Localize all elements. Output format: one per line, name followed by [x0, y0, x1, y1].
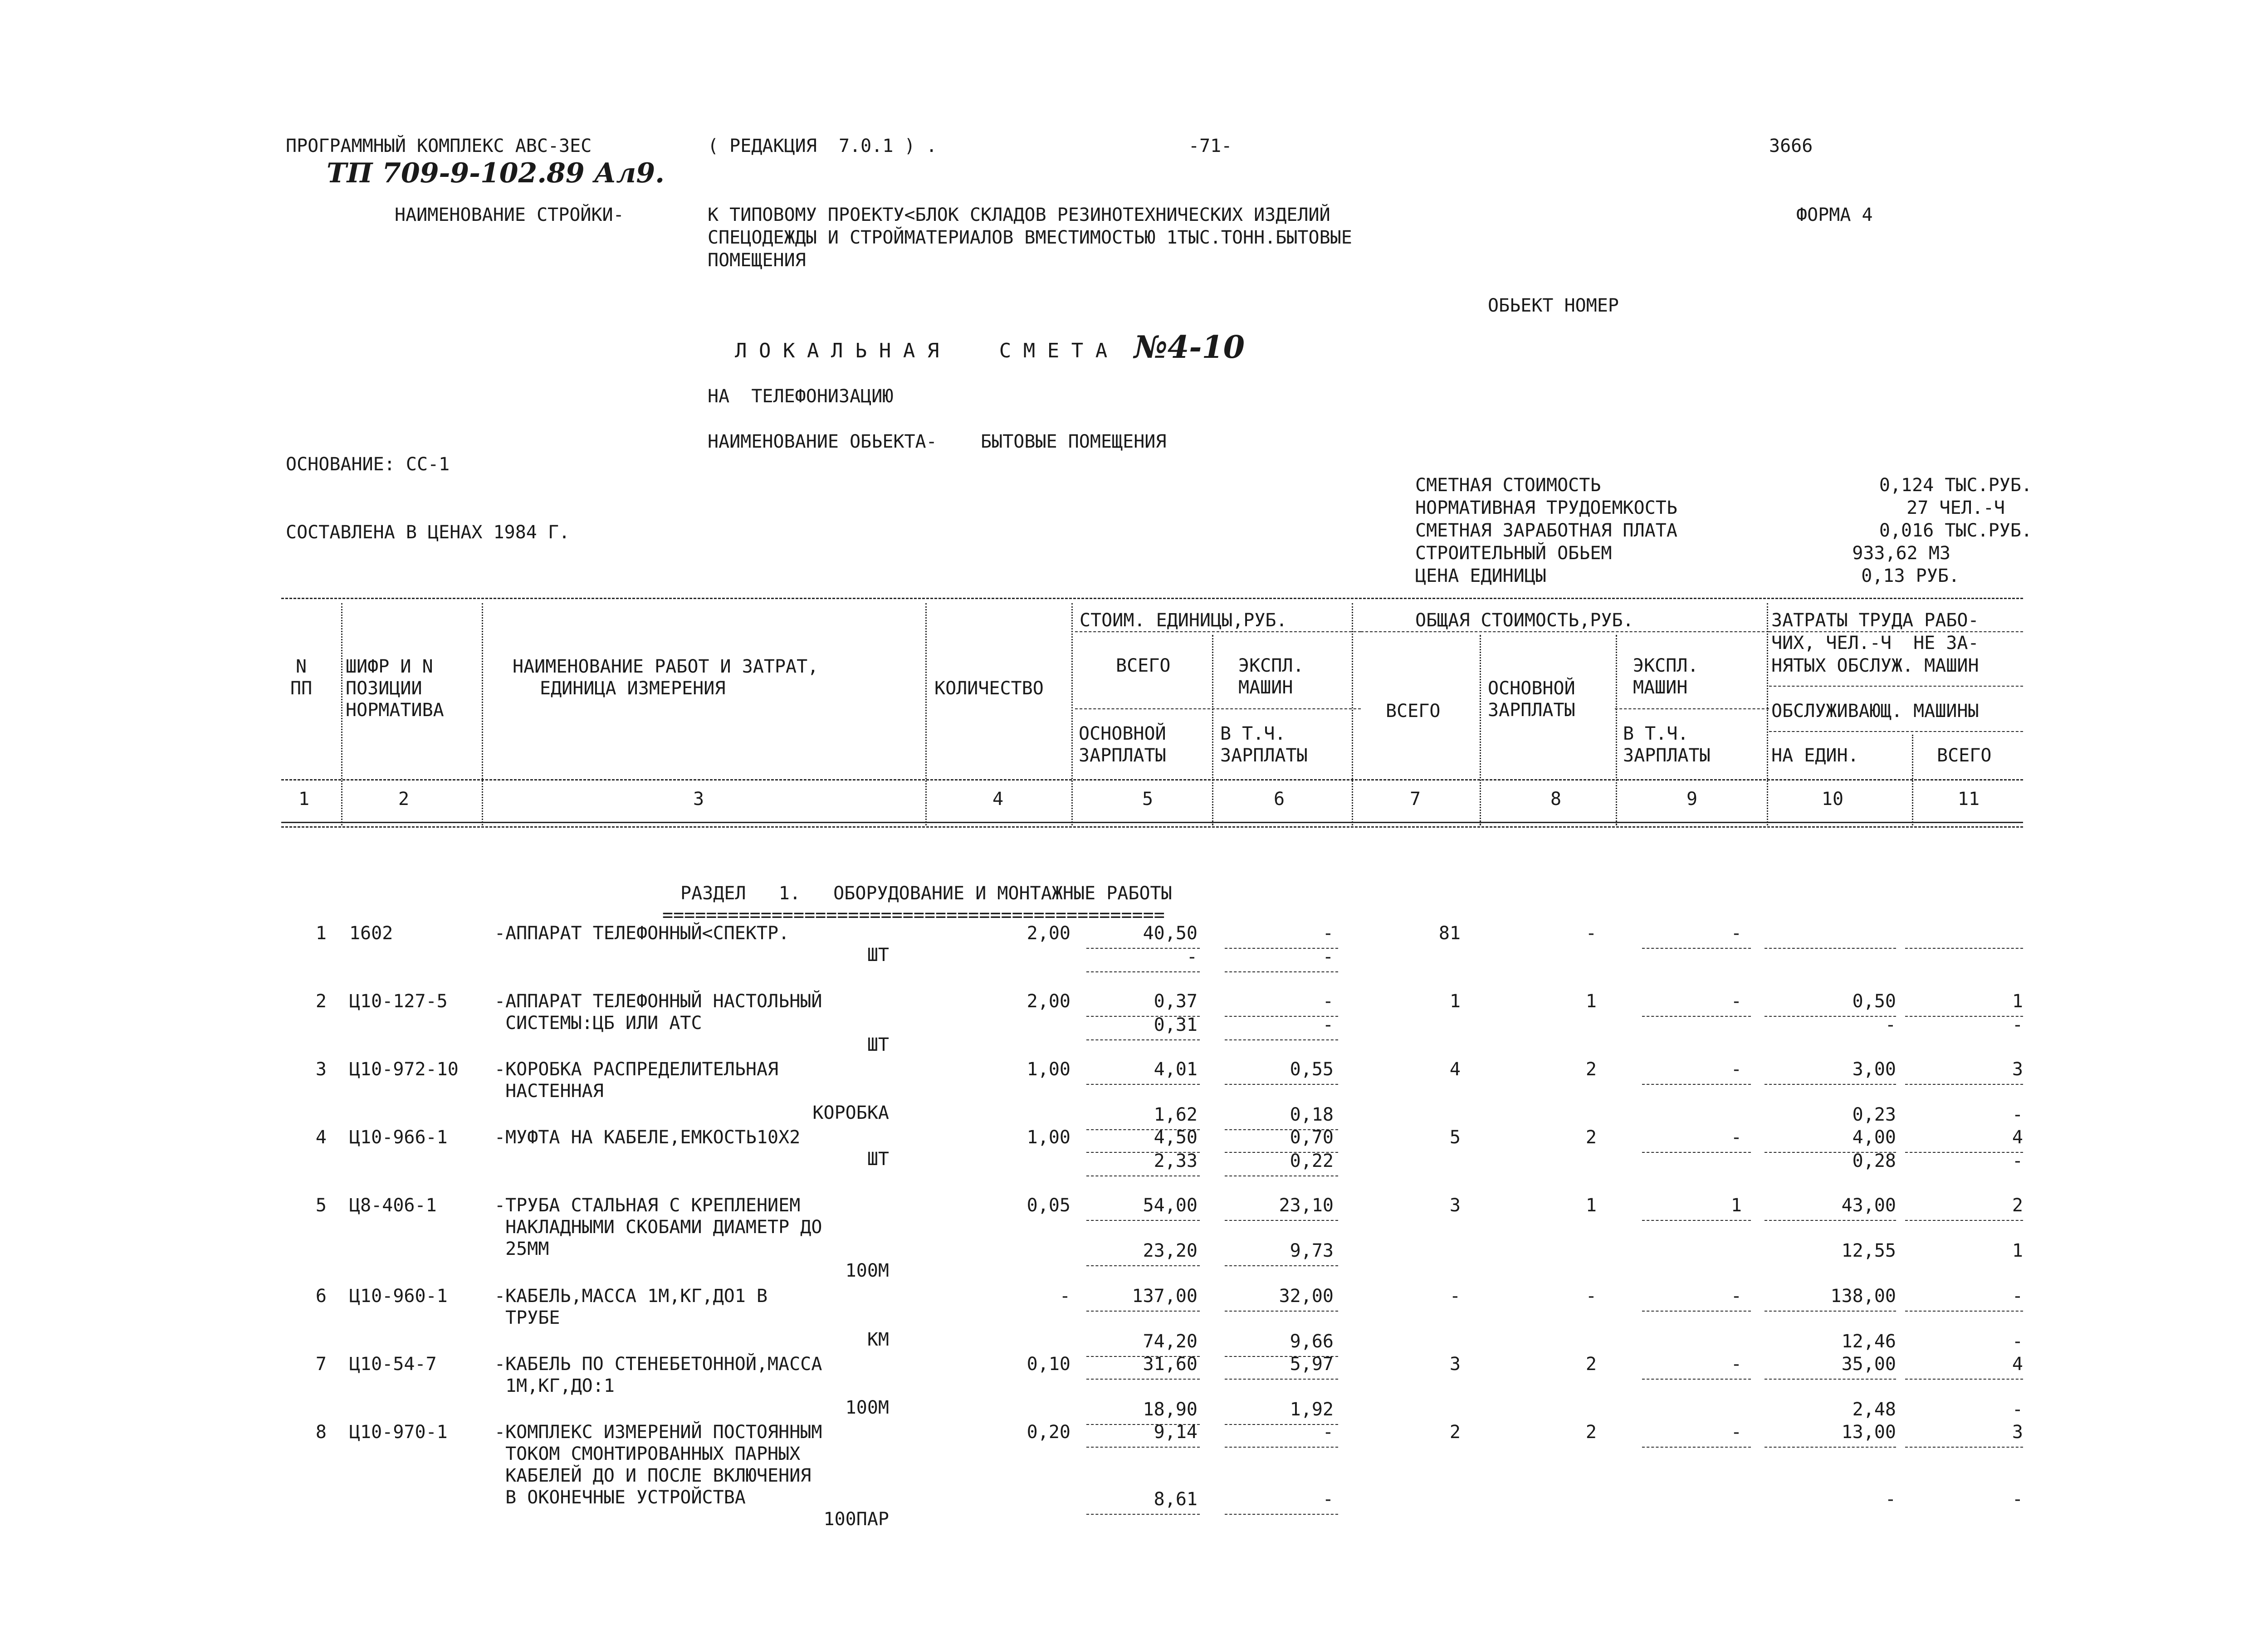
- hdr-total-cost: ОБЩАЯ СТОИМОСТЬ,РУБ.: [1415, 610, 1634, 631]
- machine-mid-rule: [1615, 708, 1769, 709]
- row-total-machine: -: [1730, 991, 1742, 1012]
- row-machine-labor-total: -: [2012, 1489, 2023, 1510]
- row-labor-unit: 4,00: [1852, 1127, 1896, 1148]
- row-total-all: -: [1449, 1286, 1461, 1307]
- row-name-line: -КАБЕЛЬ ПО СТЕНЕБЕТОННОЙ,МАССА: [494, 1354, 822, 1375]
- row-quantity: 1,00: [1026, 1059, 1070, 1080]
- colnum-8: 8: [1550, 789, 1562, 810]
- row-sep-line: [1225, 1220, 1338, 1221]
- row-name-line: -МУФТА НА КАБЕЛЕ,ЕМКОСТЬ10Х2: [494, 1127, 801, 1148]
- row-labor-unit: 138,00: [1830, 1286, 1896, 1307]
- row-total-all: 2: [1449, 1422, 1461, 1443]
- summary-value-5: 0,13 РУБ.: [1861, 566, 1960, 586]
- row-quantity: 0,10: [1026, 1354, 1070, 1375]
- row-unit-wage: 74,20: [1143, 1331, 1198, 1352]
- estimate-title: Л О К А Л Ь Н А Я С М Е Т А: [735, 339, 1108, 362]
- row-sep-line: [1225, 1265, 1338, 1266]
- section-title: РАЗДЕЛ 1. ОБОРУДОВАНИЕ И МОНТАЖНЫЕ РАБОТЫ: [680, 883, 1172, 904]
- row-sep-line: [1642, 1016, 1751, 1017]
- row-unit-machine: 0,55: [1290, 1059, 1334, 1080]
- row-code: 1602: [349, 923, 393, 944]
- row-sep-line: [1086, 1265, 1200, 1266]
- row-unit-machine-wage: -: [1322, 1015, 1334, 1035]
- row-code: Ц10-127-5: [349, 991, 448, 1012]
- row-number: 5: [315, 1195, 327, 1216]
- row-sep-line: [1765, 1220, 1896, 1221]
- row-sep-line: [1765, 1084, 1896, 1085]
- construction-label: НАИМЕНОВАНИЕ СТРОЙКИ-: [395, 205, 624, 225]
- row-unit-machine: -: [1322, 991, 1334, 1012]
- row-sep-line: [1642, 1084, 1751, 1085]
- row-total-machine: -: [1730, 1354, 1742, 1375]
- col-sep-9: [1767, 603, 1768, 825]
- row-code: Ц10-966-1: [349, 1127, 448, 1148]
- row-sep-line: [1225, 1084, 1338, 1085]
- row-name-line: -КОРОБКА РАСПРЕДЕЛИТЕЛЬНАЯ: [494, 1059, 779, 1080]
- hdr-labor-total: ВСЕГО: [1937, 745, 1992, 766]
- row-sep-line: [1086, 1311, 1200, 1312]
- row-name-line: 1М,КГ,ДО:1: [494, 1375, 615, 1396]
- row-labor-unit: 13,00: [1841, 1422, 1896, 1443]
- row-sep-line: [1905, 948, 2023, 949]
- row-sep-line: [1642, 1447, 1751, 1448]
- hdr-labor-2: ЧИХ, ЧЕЛ.-Ч НЕ ЗА-: [1771, 633, 1979, 654]
- colnum-6: 6: [1273, 789, 1285, 810]
- row-unit-wage: 23,20: [1143, 1240, 1198, 1261]
- row-name-line: СИСТЕМЫ:ЦБ ИЛИ АТС: [494, 1013, 702, 1034]
- section-underline: ==============================================: [662, 905, 1165, 926]
- row-unit-machine-wage: -: [1322, 1489, 1334, 1510]
- row-total-wage: -: [1585, 1286, 1597, 1307]
- row-quantity: 2,00: [1026, 923, 1070, 944]
- row-unit-total: 0,37: [1154, 991, 1198, 1012]
- row-sep-line: [1086, 1447, 1200, 1448]
- col-sep-7: [1480, 635, 1481, 825]
- summary-label-3: СМЕТНАЯ ЗАРАБОТНАЯ ПЛАТА: [1415, 520, 1677, 541]
- row-number: 3: [315, 1059, 327, 1080]
- labor-rule: [1769, 631, 2023, 632]
- col-sep-8: [1616, 635, 1617, 825]
- hdr-total-wage-2: ЗАРПЛАТЫ: [1488, 700, 1575, 721]
- construction-line-3: ПОМЕЩЕНИЯ: [708, 250, 806, 271]
- hdr-unit-total: ВСЕГО: [1116, 655, 1171, 676]
- hdr-unit-mach-1: ЭКСПЛ.: [1238, 655, 1304, 676]
- row-sep-line: [1765, 1311, 1896, 1312]
- row-sep-line: [1905, 1379, 2023, 1380]
- row-name-line: -КАБЕЛЬ,МАССА 1М,КГ,ДО1 В: [494, 1286, 768, 1307]
- hdr-total-mach-2: МАШИН: [1633, 677, 1688, 698]
- row-unit-total: 4,01: [1154, 1059, 1198, 1080]
- row-sep-line: [1086, 1084, 1200, 1085]
- row-name-line: -АППАРАТ ТЕЛЕФОННЫЙ НАСТОЛЬНЫЙ: [494, 991, 822, 1012]
- row-unit: 100ПАР: [823, 1509, 889, 1530]
- summary-value-3: 0,016 ТЫС.РУБ.: [1879, 520, 2032, 541]
- row-total-wage: 1: [1585, 1195, 1597, 1216]
- col-sep-5: [1212, 635, 1213, 825]
- row-machine-labor-unit: 12,46: [1841, 1331, 1896, 1352]
- hdr-code-1: ШИФР И N: [346, 656, 433, 677]
- hdr-labor-3: НЯТЫХ ОБСЛУЖ. МАШИН: [1771, 655, 1979, 676]
- row-total-wage: 1: [1585, 991, 1597, 1012]
- row-unit-machine-wage: -: [1322, 946, 1334, 967]
- hdr-unit-wage-2: ЗАРПЛАТЫ: [1079, 745, 1166, 766]
- row-sep-line: [1642, 1379, 1751, 1380]
- hdr-total-all: ВСЕГО: [1386, 701, 1441, 722]
- row-sep-line: [1225, 1311, 1338, 1312]
- row-sep-line: [1225, 1514, 1338, 1515]
- row-machine-labor-total: -: [2012, 1015, 2023, 1035]
- row-total-all: 5: [1449, 1127, 1461, 1148]
- row-code: Ц10-970-1: [349, 1422, 448, 1443]
- row-labor-total: 2: [2012, 1195, 2023, 1216]
- row-machine-labor-unit: 0,28: [1852, 1151, 1896, 1171]
- row-labor-total: -: [2012, 1286, 2023, 1307]
- form-label: ФОРМА 4: [1796, 205, 1873, 225]
- row-sep-line: [1905, 1084, 2023, 1085]
- row-sep-line: [1905, 1220, 2023, 1221]
- row-number: 7: [315, 1354, 327, 1375]
- construction-line-1: К ТИПОВОМУ ПРОЕКТУ<БЛОК СКЛАДОВ РЕЗИНОТЕХНИЧЕСКИХ ИЗДЕЛИЙ: [708, 205, 1330, 225]
- colnum-4: 4: [992, 789, 1004, 810]
- row-sep-line: [1905, 1311, 2023, 1312]
- row-number: 6: [315, 1286, 327, 1307]
- row-unit-machine: 5,97: [1290, 1354, 1334, 1375]
- row-total-all: 81: [1438, 923, 1461, 944]
- row-unit: КМ: [867, 1329, 889, 1350]
- row-unit: ШТ: [867, 1034, 889, 1055]
- row-number: 2: [315, 991, 327, 1012]
- table-header-bottom-rule-2: [281, 826, 2023, 828]
- summary-value-2: 27 ЧЕЛ.-Ч: [1906, 498, 2005, 518]
- hdr-total-mwage-2: ЗАРПЛАТЫ: [1623, 745, 1711, 766]
- colnum-5: 5: [1142, 789, 1154, 810]
- colnum-3: 3: [693, 789, 704, 810]
- row-name-line: -ТРУБА СТАЛЬНАЯ С КРЕПЛЕНИЕМ: [494, 1195, 801, 1216]
- row-unit-wage: 0,31: [1154, 1015, 1198, 1035]
- row-machine-labor-unit: 0,23: [1852, 1104, 1896, 1125]
- row-machine-labor-unit: 2,48: [1852, 1399, 1896, 1420]
- hdr-unit-mwage-2: ЗАРПЛАТЫ: [1220, 745, 1308, 766]
- col-sep-6: [1352, 603, 1353, 825]
- row-sep-line: [1905, 1447, 2023, 1448]
- row-name-line: 25ММ: [494, 1239, 549, 1259]
- row-number: 4: [315, 1127, 327, 1148]
- row-unit-total: 4,50: [1154, 1127, 1198, 1148]
- hdr-name-2: ЕДИНИЦА ИЗМЕРЕНИЯ: [540, 678, 726, 699]
- row-name-line: КАБЕЛЕЙ ДО И ПОСЛЕ ВКЛЮЧЕНИЯ: [494, 1465, 811, 1486]
- row-unit-machine-wage: 9,66: [1290, 1331, 1334, 1352]
- row-number: 1: [315, 923, 327, 944]
- hdr-name-1: НАИМЕНОВАНИЕ РАБОТ И ЗАТРАТ,: [513, 656, 819, 677]
- row-unit-machine-wage: 0,18: [1290, 1104, 1334, 1125]
- colnum-7: 7: [1409, 789, 1421, 810]
- row-unit-wage: 1,62: [1154, 1104, 1198, 1125]
- hdr-quantity: КОЛИЧЕСТВО: [934, 678, 1044, 699]
- row-labor-total: 4: [2012, 1354, 2023, 1375]
- hdr-total-wage-1: ОСНОВНОЙ: [1488, 678, 1575, 699]
- row-total-machine: -: [1730, 923, 1742, 944]
- row-labor-total: 4: [2012, 1127, 2023, 1148]
- col-sep-10: [1912, 735, 1913, 825]
- row-machine-labor-total: -: [2012, 1104, 2023, 1125]
- row-total-all: 1: [1449, 991, 1461, 1012]
- row-code: Ц10-972-10: [349, 1059, 459, 1080]
- row-machine-labor-unit: -: [1885, 1489, 1896, 1510]
- row-code: Ц8-406-1: [349, 1195, 437, 1216]
- row-total-machine: -: [1730, 1286, 1742, 1307]
- basis: ОСНОВАНИЕ: СС-1: [286, 454, 450, 475]
- row-quantity: 0,20: [1026, 1422, 1070, 1443]
- row-labor-unit: 35,00: [1841, 1354, 1896, 1375]
- col-sep-3: [925, 603, 927, 825]
- row-quantity: 2,00: [1026, 991, 1070, 1012]
- row-total-wage: 2: [1585, 1059, 1597, 1080]
- summary-value-4: 933,62 М3: [1852, 543, 1950, 564]
- hdr-n-1: N: [296, 656, 307, 677]
- estimate-number: №4-10: [1134, 329, 1245, 366]
- row-unit-wage: 18,90: [1143, 1399, 1198, 1420]
- price-level: СОСТАВЛЕНА В ЦЕНАХ 1984 Г.: [286, 522, 570, 543]
- hdr-code-3: НОРМАТИВА: [346, 700, 444, 721]
- edition: ( РЕДАКЦИЯ 7.0.1 ) .: [708, 136, 937, 156]
- row-total-all: 4: [1449, 1059, 1461, 1080]
- row-unit: 100М: [845, 1397, 889, 1418]
- row-name-line: В ОКОНЕЧНЫЕ УСТРОЙСТВА: [494, 1487, 746, 1508]
- row-unit-machine: 23,10: [1279, 1195, 1334, 1216]
- hdr-labor-1: ЗАТРАТЫ ТРУДА РАБО-: [1771, 610, 1979, 631]
- row-unit: ШТ: [867, 1149, 889, 1170]
- row-unit-total: 31,60: [1143, 1354, 1198, 1375]
- row-total-machine: -: [1730, 1127, 1742, 1148]
- hdr-total-mwage-1: В Т.Ч.: [1623, 723, 1689, 744]
- row-unit: ШТ: [867, 945, 889, 966]
- hdr-unit-mwage-1: В Т.Ч.: [1220, 723, 1286, 744]
- row-sep-line: [1225, 1039, 1338, 1040]
- row-labor-unit: 3,00: [1852, 1059, 1896, 1080]
- row-name-line: НАКЛАДНЫМИ СКОБАМИ ДИАМЕТР ДО: [494, 1217, 822, 1238]
- row-quantity: -: [1059, 1286, 1070, 1307]
- summary-label-4: СТРОИТЕЛЬНЫЙ ОБЬЕМ: [1415, 543, 1612, 564]
- row-sep-line: [1225, 1379, 1338, 1380]
- summary-label-2: НОРМАТИВНАЯ ТРУДОЕМКОСТЬ: [1415, 498, 1677, 518]
- row-labor-unit: 43,00: [1841, 1195, 1896, 1216]
- row-unit-machine-wage: 0,22: [1290, 1151, 1334, 1171]
- table-header-bottom-rule: [281, 822, 2023, 823]
- row-sep-line: [1086, 1379, 1200, 1380]
- row-sep-line: [1765, 1379, 1896, 1380]
- row-name-line: ТОКОМ СМОНТИРОВАННЫХ ПАРНЫХ: [494, 1444, 801, 1464]
- row-sep-line: [1086, 1220, 1200, 1221]
- row-unit-machine-wage: 1,92: [1290, 1399, 1334, 1420]
- row-sep-line: [1765, 1447, 1896, 1448]
- object-name: НАИМЕНОВАНИЕ ОБЬЕКТА- БЫТОВЫЕ ПОМЕЩЕНИЯ: [708, 431, 1167, 452]
- row-code: Ц10-54-7: [349, 1354, 437, 1375]
- colnum-2: 2: [398, 789, 410, 810]
- total-cost-rule: [1361, 631, 1769, 632]
- row-machine-labor-unit: -: [1885, 1015, 1896, 1035]
- row-machine-labor-total: -: [2012, 1331, 2023, 1352]
- document-code: 3666: [1769, 136, 1813, 156]
- hdr-labor-unit: НА ЕДИН.: [1771, 745, 1859, 766]
- row-name-line: -КОМПЛЕКС ИЗМЕРЕНИЙ ПОСТОЯННЫМ: [494, 1422, 822, 1443]
- row-quantity: 1,00: [1026, 1127, 1070, 1148]
- hdr-code-2: ПОЗИЦИИ: [346, 678, 422, 699]
- row-unit-machine-wage: 9,73: [1290, 1240, 1334, 1261]
- row-unit-machine: 32,00: [1279, 1286, 1334, 1307]
- row-unit-machine: -: [1322, 1422, 1334, 1443]
- row-unit-machine: -: [1322, 923, 1334, 944]
- row-sep-line: [1642, 1152, 1751, 1153]
- row-sep-line: [1086, 1514, 1200, 1515]
- colnum-1: 1: [298, 789, 310, 810]
- row-sep-line: [1642, 1311, 1751, 1312]
- hdr-unit-wage-1: ОСНОВНОЙ: [1079, 723, 1166, 744]
- row-unit-wage: 8,61: [1154, 1489, 1198, 1510]
- row-total-wage: -: [1585, 923, 1597, 944]
- row-sep-line: [1086, 971, 1200, 972]
- col-sep-1: [341, 603, 342, 825]
- hdr-unit-mach-2: МАШИН: [1238, 677, 1293, 698]
- program-name: ПРОГРАММНЫЙ КОМПЛЕКС АВС-3ЕС: [286, 136, 592, 156]
- row-unit: КОРОБКА: [812, 1102, 889, 1123]
- construction-line-2: СПЕЦОДЕЖДЫ И СТРОЙМАТЕРИАЛОВ ВМЕСТИМОСТЬЮ 1ТЫС.ТОНН.БЫТОВЫЕ: [708, 227, 1352, 248]
- row-total-wage: 2: [1585, 1422, 1597, 1443]
- row-sep-line: [1765, 948, 1896, 949]
- estimate-subject: НА ТЕЛЕФОНИЗАЦИЮ: [708, 386, 894, 407]
- row-unit-total: 9,14: [1154, 1422, 1198, 1443]
- colnum-10: 10: [1821, 789, 1844, 810]
- row-sep-line: [1225, 1447, 1338, 1448]
- col-sep-2: [482, 603, 483, 825]
- object-number-label: ОБЬЕКТ НОМЕР: [1488, 295, 1619, 316]
- row-sep-line: [1642, 948, 1751, 949]
- handwritten-project-number: ТП 709-9-102.89 Ал9.: [327, 157, 665, 189]
- row-total-machine: -: [1730, 1059, 1742, 1080]
- row-name-line: НАСТЕННАЯ: [494, 1081, 604, 1102]
- table-header-top-rule: [281, 598, 2023, 599]
- row-sep-line: [1642, 1220, 1751, 1221]
- unit-cost-rule: [1075, 631, 1361, 632]
- row-total-all: 3: [1449, 1354, 1461, 1375]
- labor-sub-rule-2: [1769, 731, 2023, 732]
- row-total-machine: -: [1730, 1422, 1742, 1443]
- hdr-total-mach-1: ЭКСПЛ.: [1633, 655, 1699, 676]
- row-unit-total: 137,00: [1132, 1286, 1198, 1307]
- hdr-labor-sub: ОБСЛУЖИВАЮЩ. МАШИНЫ: [1771, 701, 1979, 722]
- row-labor-total: 3: [2012, 1422, 2023, 1443]
- labor-sub-rule-1: [1769, 686, 2023, 687]
- row-unit-total: 54,00: [1143, 1195, 1198, 1216]
- colnum-9: 9: [1686, 789, 1698, 810]
- row-machine-labor-total: -: [2012, 1399, 2023, 1420]
- row-unit-total: 40,50: [1143, 923, 1198, 944]
- page-number: -71-: [1188, 136, 1232, 156]
- row-code: Ц10-960-1: [349, 1286, 448, 1307]
- table-header-mid-rule: [281, 779, 2023, 780]
- col-sep-4: [1071, 603, 1073, 825]
- hdr-unit-cost: СТОИМ. ЕДИНИЦЫ,РУБ.: [1080, 610, 1287, 631]
- row-total-wage: 2: [1585, 1354, 1597, 1375]
- row-unit-machine: 0,70: [1290, 1127, 1334, 1148]
- unit-cost-mid-rule: [1075, 708, 1361, 709]
- row-total-machine: 1: [1730, 1195, 1742, 1216]
- row-name-line: -АППАРАТ ТЕЛЕФОННЫЙ<СПЕКТР.: [494, 923, 790, 944]
- row-labor-unit: 0,50: [1852, 991, 1896, 1012]
- row-unit-wage: -: [1186, 946, 1198, 967]
- summary-label-1: СМЕТНАЯ СТОИМОСТЬ: [1415, 475, 1601, 496]
- summary-value-1: 0,124 ТЫС.РУБ.: [1879, 475, 2032, 496]
- row-sep-line: [1086, 1039, 1200, 1040]
- summary-label-5: ЦЕНА ЕДИНИЦЫ: [1415, 566, 1546, 586]
- row-sep-line: [1225, 971, 1338, 972]
- hdr-n-2: ПП: [290, 678, 313, 699]
- row-unit: 100М: [845, 1260, 889, 1281]
- row-labor-total: 3: [2012, 1059, 2023, 1080]
- row-total-wage: 2: [1585, 1127, 1597, 1148]
- colnum-11: 11: [1957, 789, 1980, 810]
- row-labor-total: 1: [2012, 991, 2023, 1012]
- row-quantity: 0,05: [1026, 1195, 1070, 1216]
- row-number: 8: [315, 1422, 327, 1443]
- row-machine-labor-total: -: [2012, 1151, 2023, 1171]
- row-unit-wage: 2,33: [1154, 1151, 1198, 1171]
- row-machine-labor-total: 1: [2012, 1240, 2023, 1261]
- row-total-all: 3: [1449, 1195, 1461, 1216]
- row-name-line: ТРУБЕ: [494, 1307, 560, 1328]
- row-machine-labor-unit: 12,55: [1841, 1240, 1896, 1261]
